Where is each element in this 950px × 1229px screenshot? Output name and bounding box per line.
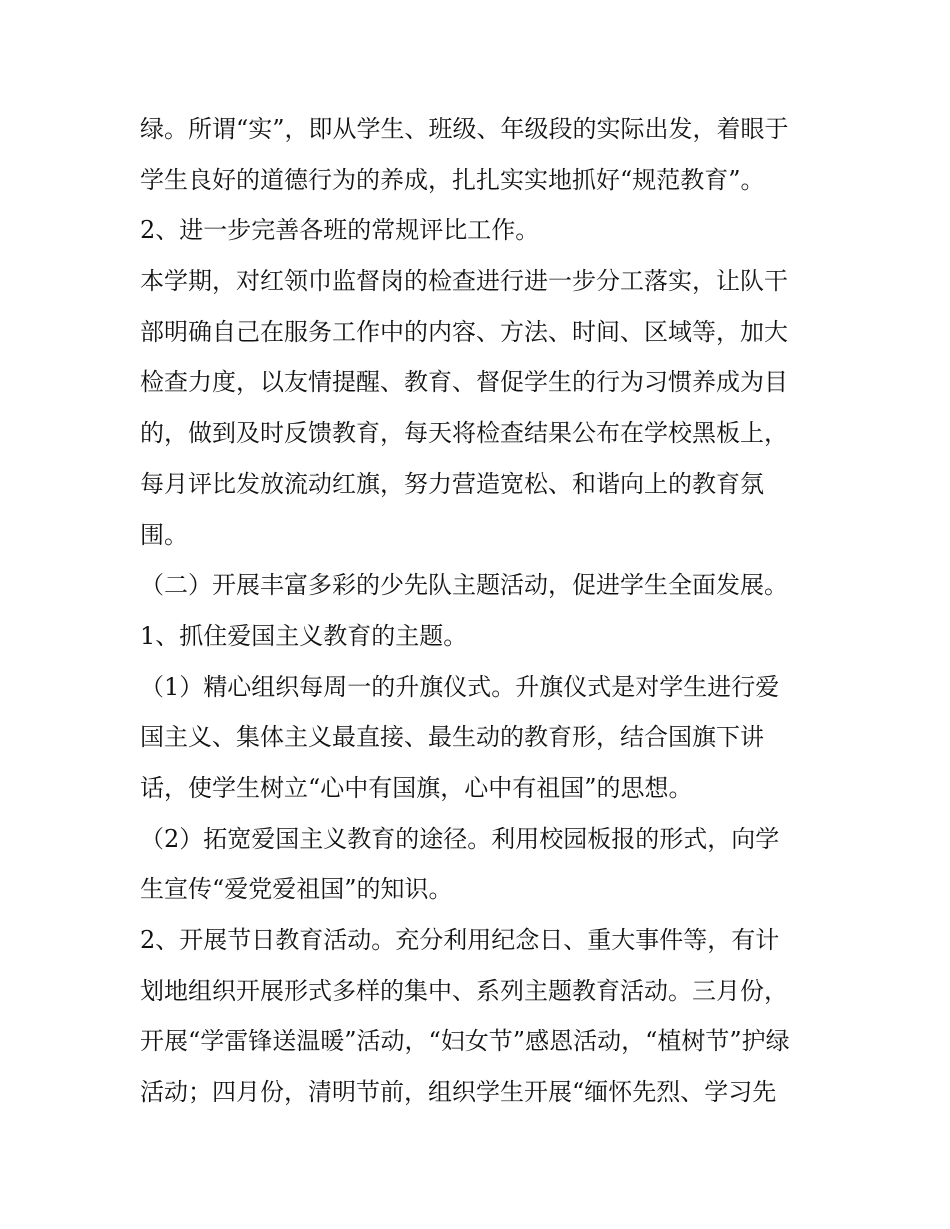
- text-line: 每月评比发放流动红旗，努力营造宽松、和谐向上的教育氛: [140, 469, 764, 498]
- text-line: 的，做到及时反馈教育，每天将检查结果公布在学校黑板上，: [140, 419, 788, 448]
- document-body: [140, 104, 820, 1118]
- text-line: 本学期，对红领巾监督岗的检查进行进一步分工落实，让队干: [140, 267, 788, 296]
- text-line: 活动；四月份，清明节前，组织学生开展“缅怀先烈、学习先: [140, 1078, 777, 1107]
- text-line: 检查力度，以友情提醒、教育、督促学生的行为习惯养成为目: [140, 368, 788, 397]
- text-line: 绿。所谓“实”，即从学生、班级、年级段的实际出发，着眼于: [140, 115, 789, 143]
- text-line: （2）拓宽爱国主义教育的途径。利用校园板报的形式，向学: [140, 824, 780, 853]
- subsection-heading: 1、抓住爱国主义教育的主题。: [140, 621, 468, 650]
- section-heading: 2、进一步完善各班的常规评比工作。: [140, 216, 540, 245]
- text-line: 话，使学生树立“心中有国旗，心中有祖国”的思想。: [140, 773, 693, 802]
- text-line: 部明确自己在服务工作中的内容、方法、时间、区域等，加大: [140, 317, 788, 346]
- section-heading: （二）开展丰富多彩的少先队主题活动，促进学生全面发展。: [140, 571, 788, 600]
- text-line: 国主义、集体主义最直接、最生动的教育形，结合国旗下讲: [140, 723, 764, 752]
- text-line: 围。: [140, 520, 188, 549]
- text-line: 学生良好的道德行为的养成，扎扎实实地抓好“规范教育”。: [140, 165, 765, 194]
- text-line: 开展“学雷锋送温暖”活动，“妇女节”感恩活动，“植树节”护绿: [140, 1027, 790, 1056]
- subsection-heading: 2、开展节日教育活动。充分利用纪念日、重大事件等，有计: [140, 926, 780, 954]
- text-line: 划地组织开展形式多样的集中、系列主题教育活动。三月份，: [140, 976, 788, 1005]
- text-line: （1）精心组织每周一的升旗仪式。升旗仪式是对学生进行爱: [140, 672, 780, 701]
- text-line: 生宣传“爱党爱祖国”的知识。: [140, 875, 453, 904]
